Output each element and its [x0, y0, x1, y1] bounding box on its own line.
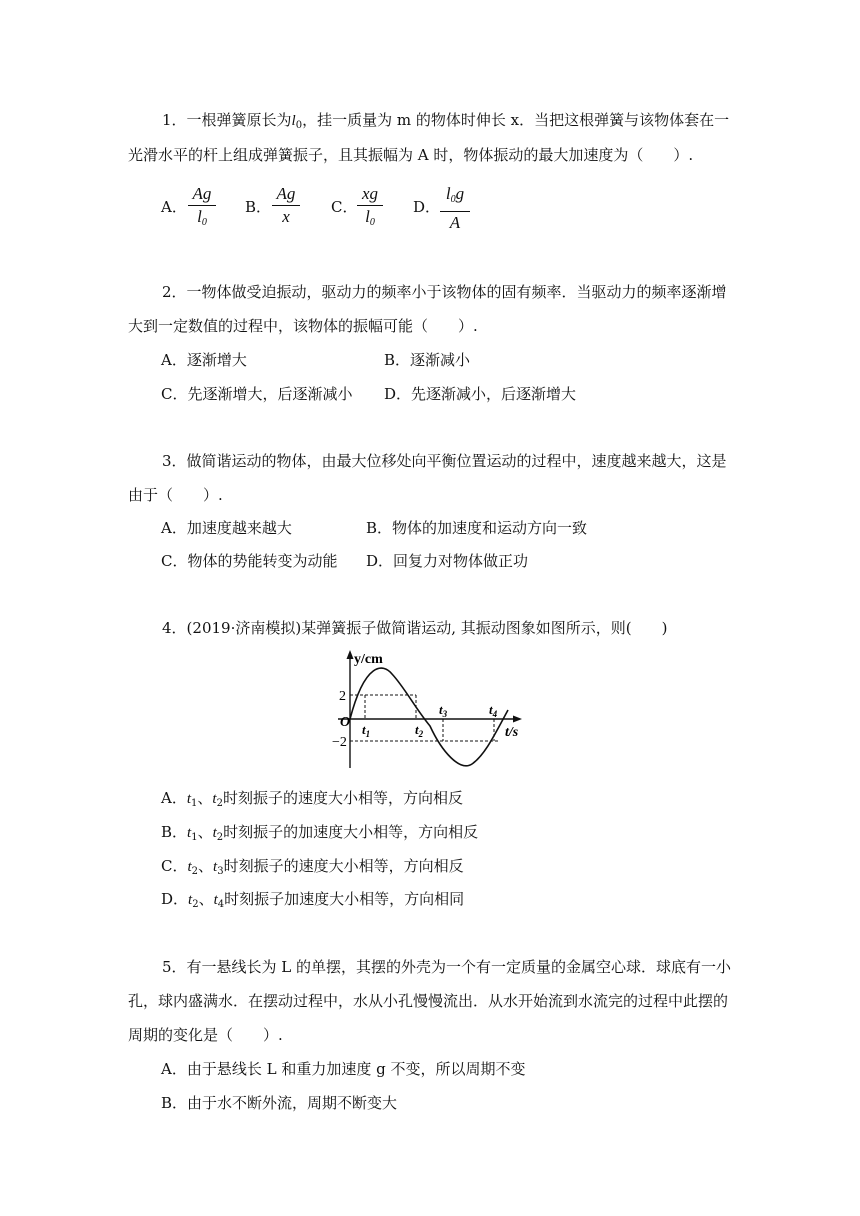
y-tick-2: 2 [339, 689, 346, 704]
q1-option-b-numerator: Ag [276, 184, 296, 203]
q1-option-c-fraction [357, 184, 383, 233]
q3-option-b: B．物体的加速度和运动方向一致 [366, 519, 588, 537]
q4-option-d: D．$t_2$、$t_4$时刻振子加速度大小相等，方向相同 [161, 890, 465, 910]
q2-stem-line2: 大到一定数值的过程中，该物体的振幅可能（ ）. [128, 317, 478, 335]
q2-stem-line1: 2．一物体做受迫振动，驱动力的频率小于该物体的固有频率．当驱动力的频率逐渐增 [162, 283, 727, 301]
y-axis-arrow-icon [347, 650, 354, 659]
q1-option-d-label: D． [413, 198, 441, 216]
q1-option-a-denominator: l [197, 207, 202, 226]
q1-option-c-label: C． [331, 198, 358, 216]
q1-option-c-numerator: xg [361, 184, 379, 203]
q3-stem-line2: 由于（ ）. [128, 486, 223, 504]
q1-option-b-label: B． [245, 198, 272, 216]
y-tick-neg2: −2 [332, 735, 347, 750]
q5-option-b: B．由于水不断外流，周期不断变大 [161, 1094, 398, 1112]
q2-option-a: A．逐渐增大 [161, 351, 247, 369]
q1-stem-line2: 光滑水平的杆上组成弹簧振子，且其振幅为 A 时，物体振动的最大加速度为（ ）. [128, 146, 694, 164]
x-axis-label: t/s [505, 725, 519, 740]
origin-label: O [340, 715, 351, 730]
t2-label: $t_2$ [415, 722, 424, 739]
q1-option-a-label: A． [161, 198, 187, 216]
q1-option-d-numerator: l [445, 184, 451, 203]
q1-option-b-denominator: x [282, 207, 290, 226]
q5-stem-line2: 孔，球内盛满水．在摆动过程中，水从小孔慢慢流出．从水开始流到水流完的过程中此摆的 [128, 992, 729, 1010]
sine-curve [350, 668, 508, 766]
q1-option-a-fraction [188, 184, 216, 233]
q1-option-b-fraction [272, 184, 300, 227]
t1-label: $t_1$ [362, 722, 371, 739]
q1-option-a-den-sub: 0 [201, 217, 207, 228]
q1-stem-text-a: 1．一根弹簧原长为 [162, 111, 292, 129]
q1-l0-symbol: l [291, 113, 296, 129]
q3-option-a: A．加速度越来越大 [161, 519, 292, 537]
q5-stem-line1: 5．有一悬线长为 L 的单摆，其摆的外壳为一个有一定质量的金属空心球．球底有一小 [162, 958, 732, 976]
q5-stem-line3: 周期的变化是（ ）. [128, 1026, 283, 1044]
q4-option-c: C．$t_2$、$t_3$时刻振子的速度大小相等，方向相反 [161, 857, 464, 877]
q3-stem-line1: 3．做简谐运动的物体，由最大位移处向平衡位置运动的过程中，速度越来越大，这是 [162, 452, 727, 470]
q1-option-d-num-tail: g [455, 184, 465, 203]
q2-option-b: B．逐渐减小 [384, 351, 471, 369]
q4-stem: 4．(2019·济南模拟)某弹簧振子做简谐运动, 其振动图象如图所示，则( ) [162, 619, 668, 637]
q5-option-a: A．由于悬线长 L 和重力加速度 g 不变，所以周期不变 [161, 1060, 526, 1078]
q1-option-c-den-sub: 0 [369, 217, 375, 228]
q1-option-d-denominator: A [449, 213, 461, 232]
q2-option-c: C．先逐渐增大，后逐渐减小 [161, 385, 353, 403]
dashed-guides [350, 695, 500, 741]
q1-option-c-denominator: l [365, 207, 370, 226]
q1-option-d-num-sub: 0 [450, 194, 456, 205]
q4-option-a: A．$t_1$、$t_2$时刻振子的速度大小相等，方向相反 [161, 789, 463, 809]
q3-option-d: D．回复力对物体做正功 [366, 552, 529, 570]
t3-label: $t_3$ [439, 702, 448, 719]
y-axis-label: y/cm [354, 652, 383, 667]
q4-option-b: B．$t_1$、$t_2$时刻振子的加速度大小相等，方向相反 [161, 823, 479, 843]
x-axis-arrow-icon [513, 716, 522, 723]
q1-option-a-numerator: Ag [192, 184, 212, 203]
q1-stem-text-b: ，挂一质量为 m 的物体时伸长 x．当把这根弹簧与该物体套在一 [302, 111, 730, 129]
q2-option-d: D．先逐渐减小，后逐渐增大 [384, 385, 577, 403]
q1-stem-line1 [162, 110, 729, 136]
q3-option-c: C．物体的势能转变为动能 [161, 552, 338, 570]
t4-label: $t_4$ [489, 702, 498, 719]
q1-l0-subscript: 0 [295, 120, 303, 131]
q4-vibration-graph [330, 648, 540, 773]
q1-option-d-fraction [440, 184, 470, 233]
